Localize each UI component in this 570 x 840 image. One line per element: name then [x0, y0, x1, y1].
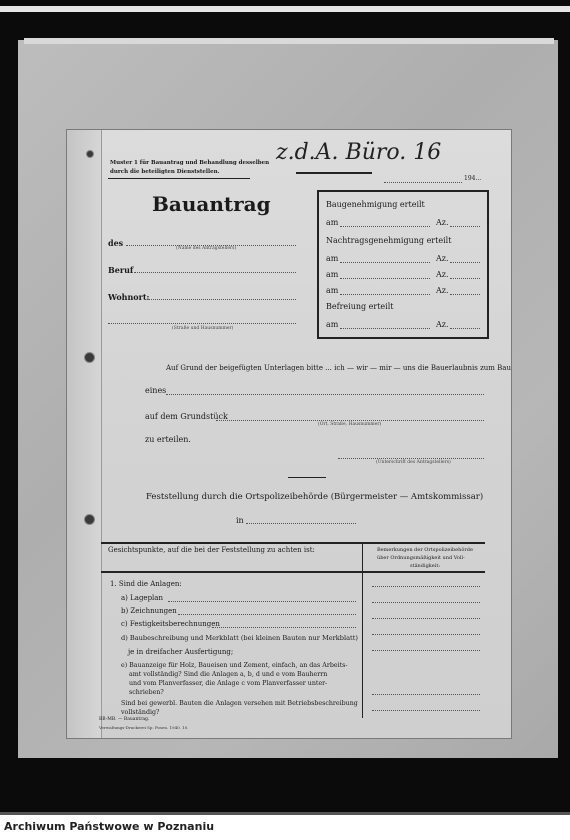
remarks-heading-2: über Ordnungsmäßigkeit und Voll- [377, 555, 465, 561]
table-header-rule [101, 571, 485, 573]
remarks-line-2 [372, 602, 480, 603]
remarks-line-1 [372, 586, 480, 587]
remarks-line-7 [372, 710, 480, 711]
handwriting-underline [296, 172, 372, 174]
beruf-line [134, 272, 296, 273]
az-line-4 [450, 294, 480, 295]
table-top-rule [101, 542, 485, 544]
az-label-3: Az. [436, 270, 449, 279]
muster-note-line-2: durch die beteiligten Dienststellen. [110, 169, 220, 175]
am-label-4: am [326, 286, 339, 295]
remarks-heading-1: Bemerkungen der Ortspolizeibehörde [377, 547, 473, 553]
az-label-1: Az. [436, 218, 449, 227]
nachtrag-label: Nachtragsgenehmigung erteilt [326, 236, 452, 245]
in-label: in [236, 516, 244, 525]
eines-line [166, 394, 484, 395]
am-label-2: am [326, 254, 339, 263]
checklist-heading: Gesichtspunkte, auf die bei der Feststellung zu achten ist: [108, 546, 315, 554]
section-divider [288, 477, 326, 478]
binding-margin [67, 130, 102, 738]
remarks-heading-3: ständigkeit: [410, 563, 441, 569]
am-label-5: am [326, 320, 339, 329]
remarks-line-5 [372, 650, 480, 651]
printer-line-2: Verwaltungs-Druckerei Sp. Posen. 1940. 10. [99, 725, 189, 730]
archive-caption: Archiwum Państwowe w Poznaniu [4, 820, 215, 833]
az-line-1 [450, 226, 480, 227]
item-d: d) Baubeschreibung und Merkblatt (bei kleinen Bauten nur Merkblatt) [121, 634, 358, 642]
folder-board-edge [24, 38, 554, 44]
az-line-3 [450, 278, 480, 279]
grundstueck-label: auf dem Grundstück [145, 412, 228, 421]
muster-rule [108, 178, 250, 179]
date-line [384, 182, 462, 183]
am-label-3: am [326, 270, 339, 279]
remarks-line-6 [372, 694, 480, 695]
wohnort-line [144, 299, 296, 300]
name-hint: (Name des Antragstellers) [176, 246, 237, 251]
handwritten-annotation: z.d.A. Büro. 16 [276, 140, 442, 165]
am-label-1: am [326, 218, 339, 227]
am-line-3 [340, 278, 430, 279]
item-e-line-2: amt vollständig? Sind die Anlagen a, b, d und e vom Bauherrn [129, 671, 328, 678]
scan-top-strip [0, 6, 570, 12]
am-line-5 [340, 328, 430, 329]
grundstueck-line [216, 420, 484, 421]
am-line-4 [340, 294, 430, 295]
signature-hint: (Unterschrift des Antragstellers) [376, 460, 451, 465]
item-e-line-3: und vom Planverfasser, die Anlage c vom Planverfasser unter- [129, 680, 328, 687]
gewerbl-line-1: Sind bei gewerbl. Bauten die Anlagen versehen mit Betriebsbeschreibung [121, 700, 358, 707]
eines-label: eines [145, 386, 167, 395]
item-b: b) Zeichnungen [121, 607, 177, 615]
request-text: Auf Grund der beigefügten Unterlagen bitte ... ich — wir — mir — uns die Bauerlaubnis zum Bau [166, 364, 511, 372]
des-label: des [108, 238, 124, 248]
question-1: 1. Sind die Anlagen: [110, 580, 182, 588]
item-b-dots [178, 614, 356, 615]
punch-hole-upper [84, 352, 95, 363]
gewerbl-line-2: vollständig? [121, 709, 160, 716]
approval-box [317, 190, 489, 339]
item-c-dots [212, 627, 356, 628]
remarks-line-4 [372, 634, 480, 635]
printer-line-1: BB-MB. — Bauantrag. [99, 717, 150, 722]
staple-mark [86, 150, 94, 158]
item-c: c) Festigkeitsberechnungen [121, 620, 220, 628]
az-label-5: Az. [436, 320, 449, 329]
in-line [246, 523, 356, 524]
grundstueck-hint: (Ort, Straße, Hausnummer) [318, 422, 382, 427]
beruf-label: Beruf [108, 265, 134, 275]
feststellung-heading: Feststellung durch die Ortspolizeibehörde (Bürgermeister — Amtskommissar) [146, 492, 484, 502]
az-line-5 [450, 328, 480, 329]
wohnort-label: Wohnort: [108, 292, 150, 302]
address-line [108, 323, 296, 324]
am-line-1 [340, 226, 430, 227]
remarks-line-3 [372, 618, 480, 619]
item-a: a) Lageplan [121, 594, 163, 602]
baugenehmigung-label: Baugenehmigung erteilt [326, 200, 425, 209]
strasse-hint: (Straße und Hausnummer) [172, 326, 234, 331]
caption-rule [0, 812, 570, 815]
erteilen-label: zu erteilen. [145, 435, 191, 444]
signature-line [338, 458, 484, 459]
az-label-4: Az. [436, 286, 449, 295]
az-label-2: Az. [436, 254, 449, 263]
punch-hole-lower [84, 514, 95, 525]
muster-note-line-1: Muster 1 für Bauantrag und Behandlung desselben [110, 160, 270, 166]
befreiung-label: Befreiung erteilt [326, 302, 394, 311]
table-column-divider [362, 542, 363, 718]
az-line-2 [450, 262, 480, 263]
year-field: 194... [464, 175, 482, 182]
am-line-2 [340, 262, 430, 263]
form-title: Bauantrag [152, 192, 271, 216]
item-a-dots [168, 601, 356, 602]
dreifach-note: je in dreifacher Ausfertigung; [128, 648, 234, 656]
item-e-line-4: schrieben? [129, 689, 164, 696]
item-e-line-1: e) Bauanzeige für Holz, Baueisen und Zement, einfach, an das Arbeits- [121, 662, 348, 669]
